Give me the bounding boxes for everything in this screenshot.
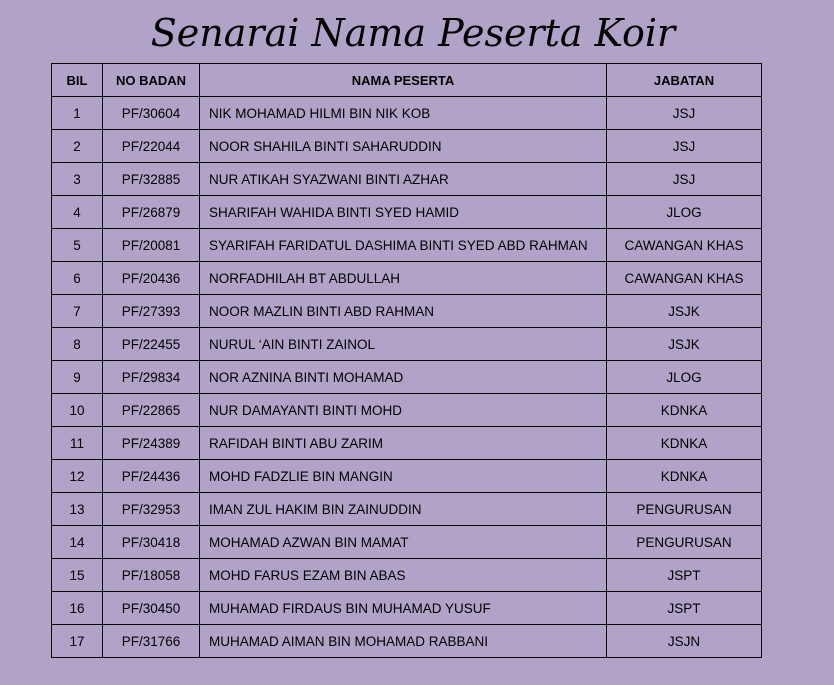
cell-nama-peserta: RAFIDAH BINTI ABU ZARIM <box>200 427 607 460</box>
table-row <box>52 592 762 625</box>
cell-bil: 11 <box>52 427 103 460</box>
cell-nama-peserta: NOOR SHAHILA BINTI SAHARUDDIN <box>200 130 607 163</box>
cell-no-badan: PF/31766 <box>103 625 200 658</box>
cell-jabatan: JSPT <box>607 592 762 625</box>
cell-nama-peserta: NUR ATIKAH SYAZWANI BINTI AZHAR <box>200 163 607 196</box>
cell-jabatan: KDNKA <box>607 394 762 427</box>
cell-jabatan: JSJK <box>607 295 762 328</box>
cell-bil: 8 <box>52 328 103 361</box>
cell-bil: 13 <box>52 493 103 526</box>
table-row <box>52 559 762 592</box>
cell-no-badan: PF/20081 <box>103 229 200 262</box>
table-body <box>52 97 762 658</box>
cell-jabatan: JSJK <box>607 328 762 361</box>
header-bil: BIL <box>52 64 103 97</box>
cell-nama-peserta: NURUL ‘AIN BINTI ZAINOL <box>200 328 607 361</box>
cell-no-badan: PF/29834 <box>103 361 200 394</box>
cell-no-badan: PF/27393 <box>103 295 200 328</box>
table-row <box>52 130 762 163</box>
cell-nama-peserta: NORFADHILAH BT ABDULLAH <box>200 262 607 295</box>
cell-bil: 15 <box>52 559 103 592</box>
cell-jabatan: JSJN <box>607 625 762 658</box>
cell-no-badan: PF/22044 <box>103 130 200 163</box>
table-row <box>52 361 762 394</box>
table-header-row <box>52 64 762 97</box>
cell-nama-peserta: NOOR MAZLIN BINTI ABD RAHMAN <box>200 295 607 328</box>
cell-no-badan: PF/30604 <box>103 97 200 130</box>
table-row <box>52 394 762 427</box>
table-row <box>52 229 762 262</box>
cell-bil: 4 <box>52 196 103 229</box>
cell-no-badan: PF/24389 <box>103 427 200 460</box>
cell-bil: 2 <box>52 130 103 163</box>
cell-bil: 1 <box>52 97 103 130</box>
cell-nama-peserta: MUHAMAD FIRDAUS BIN MUHAMAD YUSUF <box>200 592 607 625</box>
cell-bil: 14 <box>52 526 103 559</box>
cell-bil: 17 <box>52 625 103 658</box>
cell-nama-peserta: IMAN ZUL HAKIM BIN ZAINUDDIN <box>200 493 607 526</box>
cell-jabatan: KDNKA <box>607 427 762 460</box>
cell-no-badan: PF/24436 <box>103 460 200 493</box>
cell-jabatan: JLOG <box>607 196 762 229</box>
cell-no-badan: PF/32953 <box>103 493 200 526</box>
cell-nama-peserta: MOHD FARUS EZAM BIN ABAS <box>200 559 607 592</box>
cell-jabatan: KDNKA <box>607 460 762 493</box>
table-row <box>52 196 762 229</box>
cell-jabatan: CAWANGAN KHAS <box>607 262 762 295</box>
cell-nama-peserta: MUHAMAD AIMAN BIN MOHAMAD RABBANI <box>200 625 607 658</box>
cell-bil: 16 <box>52 592 103 625</box>
table-row <box>52 163 762 196</box>
cell-bil: 5 <box>52 229 103 262</box>
cell-no-badan: PF/22865 <box>103 394 200 427</box>
cell-no-badan: PF/20436 <box>103 262 200 295</box>
cell-bil: 10 <box>52 394 103 427</box>
table-row <box>52 625 762 658</box>
table-row <box>52 295 762 328</box>
table-row <box>52 97 762 130</box>
cell-bil: 12 <box>52 460 103 493</box>
cell-jabatan: PENGURUSAN <box>607 526 762 559</box>
table-row <box>52 427 762 460</box>
cell-nama-peserta: SHARIFAH WAHIDA BINTI SYED HAMID <box>200 196 607 229</box>
table-row <box>52 460 762 493</box>
cell-bil: 9 <box>52 361 103 394</box>
cell-no-badan: PF/26879 <box>103 196 200 229</box>
cell-nama-peserta: MOHAMAD AZWAN BIN MAMAT <box>200 526 607 559</box>
table-row <box>52 493 762 526</box>
cell-no-badan: PF/30450 <box>103 592 200 625</box>
cell-jabatan: JSJ <box>607 130 762 163</box>
cell-no-badan: PF/22455 <box>103 328 200 361</box>
page-title: Senarai Nama Peserta Koir <box>150 11 676 55</box>
cell-jabatan: JSPT <box>607 559 762 592</box>
cell-nama-peserta: MOHD FADZLIE BIN MANGIN <box>200 460 607 493</box>
cell-nama-peserta: NUR DAMAYANTI BINTI MOHD <box>200 394 607 427</box>
table-row <box>52 262 762 295</box>
cell-jabatan: CAWANGAN KHAS <box>607 229 762 262</box>
table-row <box>52 328 762 361</box>
table-row <box>52 526 762 559</box>
cell-bil: 3 <box>52 163 103 196</box>
cell-nama-peserta: NOR AZNINA BINTI MOHAMAD <box>200 361 607 394</box>
header-nama-peserta: NAMA PESERTA <box>200 64 607 97</box>
cell-jabatan: JSJ <box>607 97 762 130</box>
cell-jabatan: PENGURUSAN <box>607 493 762 526</box>
cell-no-badan: PF/18058 <box>103 559 200 592</box>
cell-bil: 6 <box>52 262 103 295</box>
header-jabatan: JABATAN <box>607 64 762 97</box>
cell-no-badan: PF/30418 <box>103 526 200 559</box>
cell-jabatan: JLOG <box>607 361 762 394</box>
cell-jabatan: JSJ <box>607 163 762 196</box>
participant-table <box>51 63 762 658</box>
cell-no-badan: PF/32885 <box>103 163 200 196</box>
cell-nama-peserta: SYARIFAH FARIDATUL DASHIMA BINTI SYED ABD RAHMAN <box>200 229 607 262</box>
cell-nama-peserta: NIK MOHAMAD HILMI BIN NIK KOB <box>200 97 607 130</box>
cell-bil: 7 <box>52 295 103 328</box>
header-no-badan: NO BADAN <box>103 64 200 97</box>
